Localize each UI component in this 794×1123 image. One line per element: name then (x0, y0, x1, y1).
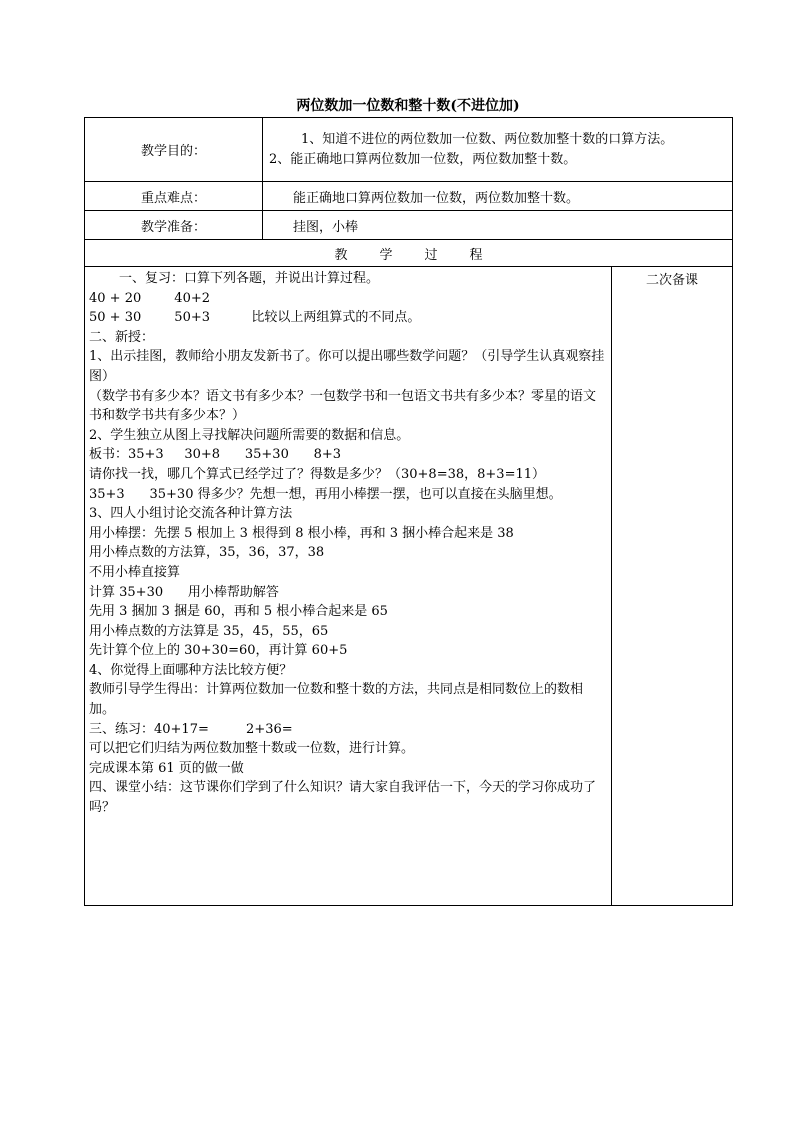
content-line: 计算 35+30 用小棒帮助解答 (89, 584, 279, 600)
content-line: 3、四人小组讨论交流各种计算方法 (89, 506, 293, 522)
content-row (85, 267, 733, 906)
key-row (85, 182, 733, 211)
content-line: 50 + 30 50+3 比较以上两组算式的不同点。 (89, 310, 421, 326)
content-line: 先用 3 捆加 3 捆是 60，再和 5 根小棒合起来是 65 (89, 604, 388, 620)
lesson-plan-table (84, 117, 733, 906)
goal-label: 教学目的： (85, 118, 263, 182)
content-line: 用小棒摆：先摆 5 根加上 3 根得到 8 根小棒，再和 3 捆小棒合起来是 38 (89, 525, 514, 541)
content-line: 用小棒点数的方法算，35，36，37，38 (89, 545, 325, 561)
content-line: 四、课堂小结：这节课你们学到了什么知识？请大家自我评估一下，今天的学习你成功了吗？ (89, 780, 597, 816)
content-line: 2、学生独立从图上寻找解决问题所需要的数据和信息。 (89, 427, 410, 443)
process-header-row (85, 240, 733, 267)
content-line: 板书：35+3 30+8 35+30 8+3 (89, 447, 342, 463)
prep-value: 挂图，小棒 (263, 211, 733, 240)
content-line: （数学书有多少本？语文书有多少本？一包数学书和一包语文书共有多少本？零星的语文书和数学书共有多少本？） (89, 388, 597, 424)
prep-row (85, 211, 733, 240)
content-line: 教师引导学生得出：计算两位数加一位数和整十数的方法，共同点是相同数位上的数相加。 (89, 682, 584, 718)
content-line: 先计算个位上的 30+30=60，再计算 60+5 (89, 643, 348, 659)
process-header: 教学过程 (85, 240, 733, 267)
lesson-content (85, 267, 612, 906)
page-title: 两位数加一位数和整十数(不进位加) (296, 98, 520, 114)
key-label: 重点难点： (85, 182, 263, 211)
content-line: 35+3 35+30 得多少？先想一想，再用小棒摆一摆，也可以直接在头脑里想。 (89, 486, 562, 502)
content-line: 三、练习：40+17= 2+36= (89, 721, 293, 737)
goal-value (263, 118, 733, 182)
content-line: 二、新授： (89, 329, 155, 345)
content-line: 可以把它们归结为两位数加整十数或一位数，进行计算。 (89, 741, 415, 757)
goal-line: 1、知道不进位的两位数加一位数、两位数加整十数的口算方法。 (301, 131, 674, 147)
key-value: 能正确地口算两位数加一位数，两位数加整十数。 (263, 182, 733, 211)
content-line: 一、复习：口算下列各题，并说出计算过程。 (119, 271, 380, 286)
content-line: 完成课本第 61 页的做一做 (89, 760, 244, 776)
content-line: 1、出示挂图，教师给小朋友发新书了。你可以提出哪些数学问题？（引导学生认真观察挂图） (89, 349, 605, 384)
goal-row (85, 118, 733, 182)
content-line: 请你找一找，哪几个算式已经学过了？得数是多少？（30+8=38，8+3=11） (89, 466, 546, 482)
content-line: 40 + 20 40+2 (89, 290, 211, 306)
prep-label: 教学准备： (85, 211, 263, 240)
second-prep-column: 二次备课 (612, 267, 733, 906)
goal-line: 2、能正确地口算两位数加一位数，两位数加整十数。 (269, 151, 577, 167)
content-line: 4、你觉得上面哪种方法比较方便？ (89, 662, 293, 678)
content-line: 用小棒点数的方法算是 35，45，55，65 (89, 623, 329, 639)
content-line: 不用小棒直接算 (89, 564, 181, 580)
